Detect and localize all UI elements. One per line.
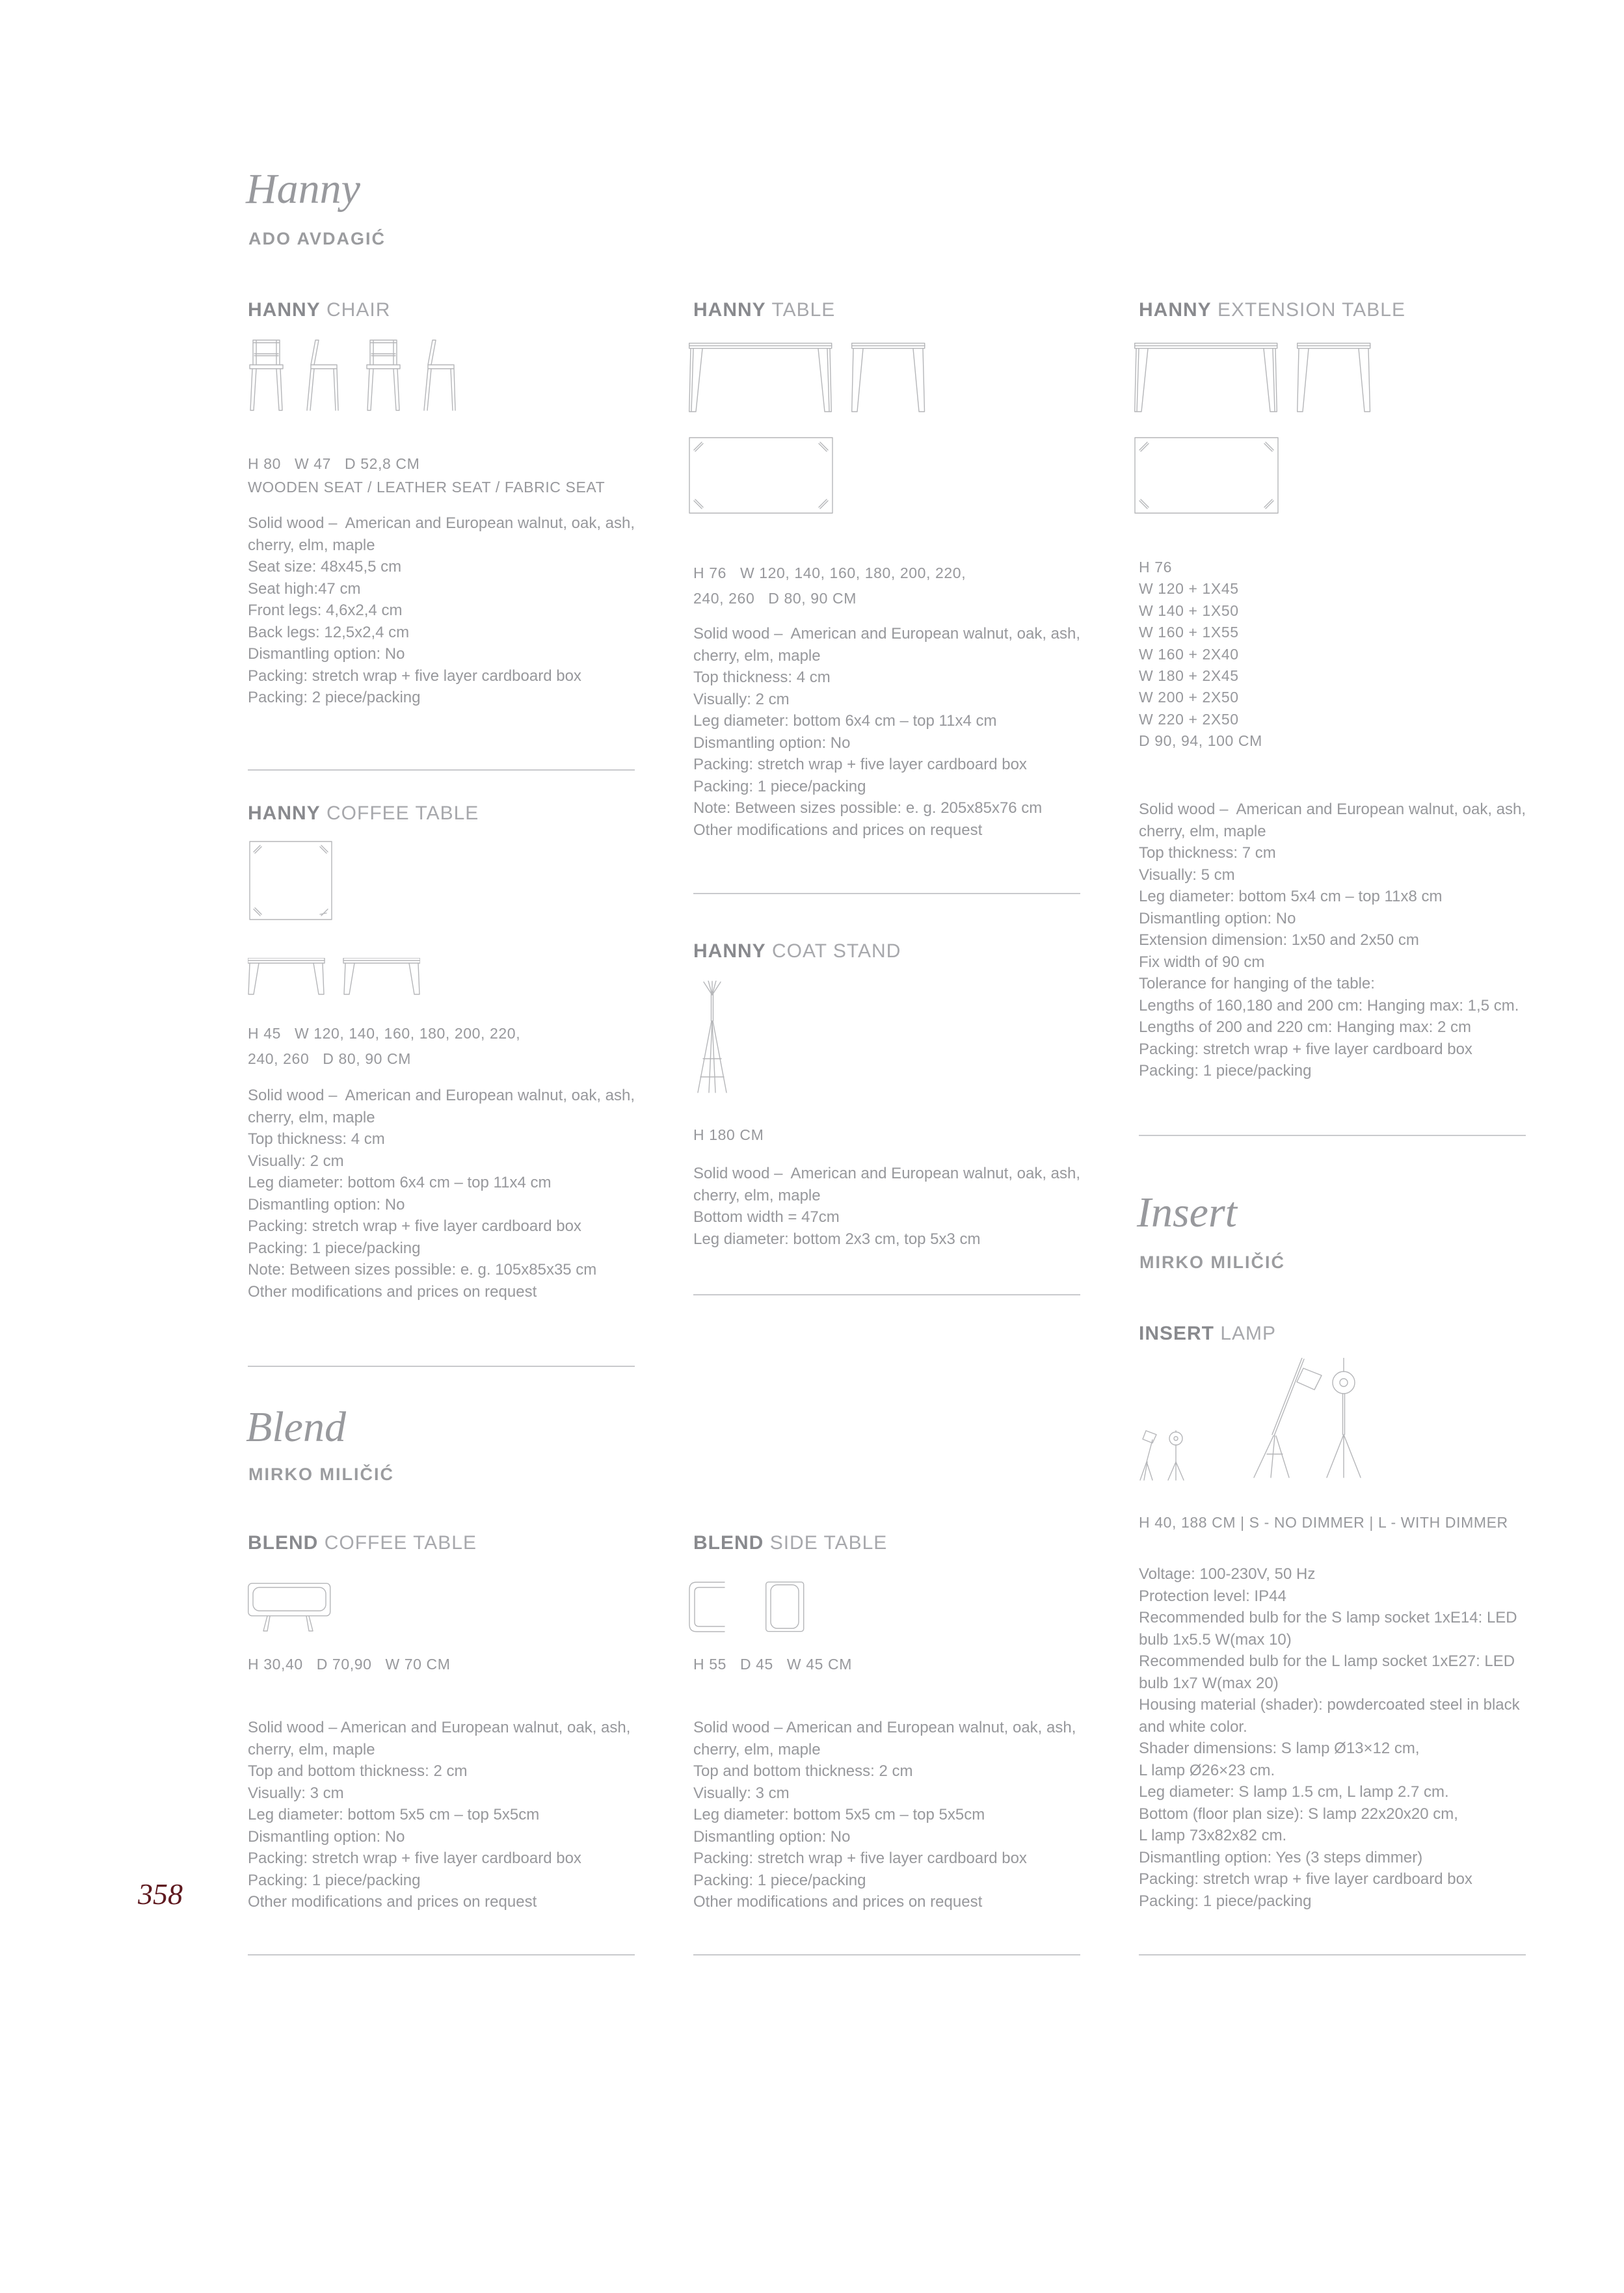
divider	[693, 1954, 1080, 1955]
chair-side-view-icon	[424, 340, 455, 410]
hanny-extension-table-top-view-icon	[1134, 437, 1279, 514]
hanny-chair-seat-options: WOODEN SEAT / LEATHER SEAT / FABRIC SEAT	[248, 479, 606, 496]
hanny-coffee-table-heading	[248, 802, 479, 825]
blend-side-table-drawing	[689, 1582, 806, 1632]
divider	[248, 1366, 635, 1367]
hanny-table-dimensions: H 76 W 120, 140, 160, 180, 200, 220, 240, 260 D 80, 90 CM	[693, 564, 966, 607]
divider	[248, 1954, 635, 1955]
hanny-coffee-table-dimensions: H 45 W 120, 140, 160, 180, 200, 220, 240, 260 D 80, 90 CM	[248, 1025, 521, 1067]
chair-side-view-icon	[307, 340, 338, 410]
s-lamp-side-view-icon	[1140, 1431, 1156, 1480]
table-front-view-icon	[689, 343, 832, 412]
hanny-table-top-view-icon	[689, 437, 833, 514]
hanny-table-specs: Solid wood – American and European walnut, oak, ash, cherry, elm, maple Top thickness: 4 cm Visually: 2 cm Leg diameter: bottom 6x4 cm – top 11x4 cm Dismantling option: No Packing: stretch wrap + five layer cardboard box Packing: 1 piece/packing Note: Between sizes possible: e. g. 205x85x76 cm Other modifications and prices on request	[693, 625, 1081, 839]
hanny-chair-heading	[248, 299, 390, 321]
hanny-chair-specs: Solid wood – American and European walnut, oak, ash, cherry, elm, maple Seat size: 48x45,5 cm Seat high:47 cm Front legs: 4,6x2,4 cm Back legs: 12,5x2,4 cm Dismantling option: No Packing: stretch wrap + five layer cardboard box Packing: 2 piece/packing	[248, 514, 635, 706]
insert-lamp-dimensions: H 40, 188 CM | S - NO DIMMER | L - WITH DIMMER	[1139, 1514, 1508, 1531]
blend-side-table-dimensions: H 55 D 45 W 45 CM	[693, 1656, 852, 1673]
side-table-front-view-icon	[766, 1582, 804, 1632]
divider	[1139, 1954, 1526, 1955]
hanny-section-title: Hanny	[246, 165, 360, 213]
insert-lamp-specs: Voltage: 100-230V, 50 Hz Protection level: IP44 Recommended bulb for the S lamp socket 1xE14: LED bulb 1x5.5 W(max 10) Recommended bulb for the L lamp socket 1xE27: LED bulb 1x7 W(max 20) Housing material (shader): powdercoated steel in black and white color. Shader dimensions: S lamp Ø13×12 cm, L lamp Ø26×23 cm. Leg diameter: S lamp 1.5 cm, L lamp 2.7 cm. Bottom (floor plan size): S lamp 22x20x20 cm, L lamp 73x82x82 cm. Dismantling option: Yes (3 steps dimmer) Packing: stretch wrap + five layer cardboard box Packing: 1 piece/packing	[1139, 1565, 1520, 1910]
divider	[693, 1294, 1080, 1295]
hanny-extension-table-heading-bold: HANNY	[1139, 299, 1212, 321]
hanny-table-heading-light: TABLE	[771, 299, 836, 321]
hanny-coffee-table-top-view-icon	[249, 841, 332, 920]
blend-coffee-table-heading-bold: BLEND	[248, 1532, 319, 1554]
hanny-extension-table-heading-light: EXTENSION TABLE	[1218, 299, 1405, 321]
blend-coffee-table-heading	[248, 1532, 477, 1554]
l-lamp-front-view-icon	[1327, 1358, 1361, 1478]
divider	[693, 893, 1080, 894]
hanny-chair-drawing	[248, 338, 488, 413]
hanny-coffee-table-heading-bold: HANNY	[248, 802, 321, 824]
chair-front-view-icon	[367, 340, 400, 410]
hanny-designer-name: ADO AVDAGIĆ	[248, 229, 386, 248]
hanny-chair-heading-bold: HANNY	[248, 299, 321, 321]
l-lamp-side-view-icon	[1254, 1358, 1322, 1478]
hanny-coat-stand-heading	[693, 940, 901, 962]
hanny-extension-table-elevations-icon	[1134, 343, 1372, 414]
hanny-coat-stand-heading-bold: HANNY	[693, 940, 766, 962]
insert-section-title: Insert	[1137, 1189, 1237, 1236]
page-number: 358	[138, 1877, 183, 1911]
chair-front-view-icon	[250, 340, 283, 410]
divider	[1139, 1135, 1526, 1136]
hanny-coat-stand-specs: Solid wood – American and European walnut, oak, ash, cherry, elm, maple Bottom width = 47cm Leg diameter: bottom 2x3 cm, top 5x3 cm	[693, 1165, 1081, 1248]
blend-section-title: Blend	[246, 1403, 346, 1451]
hanny-table-heading-bold: HANNY	[693, 299, 766, 321]
insert-lamp-heading	[1139, 1323, 1276, 1345]
insert-lamp-heading-light: LAMP	[1220, 1323, 1277, 1344]
blend-coffee-table-specs: Solid wood – American and European walnut, oak, ash, cherry, elm, maple Top and bottom thickness: 2 cm Visually: 3 cm Leg diameter: bottom 5x5 cm – top 5x5cm Dismantling option: No Packing: stretch wrap + five layer cardboard box Packing: 1 piece/packing Other modifications and prices on request	[248, 1719, 631, 1911]
hanny-coat-stand-drawing	[692, 981, 732, 1094]
table-front-view-icon	[1135, 343, 1277, 412]
blend-side-table-heading	[693, 1532, 887, 1554]
hanny-coffee-table-specs: Solid wood – American and European walnut, oak, ash, cherry, elm, maple Top thickness: 4 cm Visually: 2 cm Leg diameter: bottom 6x4 cm – top 11x4 cm Dismantling option: No Packing: stretch wrap + five layer cardboard box Packing: 1 piece/packing Note: Between sizes possible: e. g. 105x85x35 cm Other modifications and prices on request	[248, 1087, 635, 1301]
insert-designer-name: MIRKO MILIČIĆ	[1139, 1253, 1285, 1272]
table-side-view-icon	[852, 343, 925, 412]
blend-coffee-table-dimensions: H 30,40 D 70,90 W 70 CM	[248, 1656, 451, 1673]
table-side-view-icon	[1298, 343, 1370, 412]
hanny-coat-stand-dimensions: H 180 CM	[693, 1126, 764, 1143]
hanny-coat-stand-heading-light: COAT STAND	[772, 940, 901, 962]
hanny-coffee-table-front-views-icon	[248, 958, 420, 996]
hanny-table-heading	[693, 299, 835, 321]
blend-coffee-table-drawing	[248, 1583, 331, 1632]
blend-side-table-specs: Solid wood – American and European walnut, oak, ash, cherry, elm, maple Top and bottom thickness: 2 cm Visually: 3 cm Leg diameter: bottom 5x5 cm – top 5x5cm Dismantling option: No Packing: stretch wrap + five layer cardboard box Packing: 1 piece/packing Other modifications and prices on request	[693, 1719, 1076, 1911]
blend-coffee-table-heading-light: COFFEE TABLE	[324, 1532, 477, 1554]
side-table-side-view-icon	[689, 1582, 725, 1632]
s-lamp-front-view-icon	[1168, 1431, 1184, 1480]
divider	[248, 769, 635, 771]
blend-side-table-heading-light: SIDE TABLE	[769, 1532, 888, 1554]
hanny-extension-table-heading	[1139, 299, 1405, 321]
blend-side-table-heading-bold: BLEND	[693, 1532, 764, 1554]
insert-lamp-drawing	[1137, 1358, 1371, 1481]
hanny-coffee-table-heading-light: COFFEE TABLE	[326, 802, 479, 824]
hanny-extension-table-dimensions: H 76 W 120 + 1X45 W 140 + 1X50 W 160 + 1X55 W 160 + 2X40 W 180 + 2X45 W 200 + 2X50 W 220 + 2X50 D 90, 94, 100 CM	[1139, 559, 1262, 750]
hanny-chair-heading-light: CHAIR	[326, 299, 391, 321]
blend-designer-name: MIRKO MILIČIĆ	[248, 1465, 394, 1484]
insert-lamp-heading-bold: INSERT	[1139, 1323, 1215, 1344]
hanny-table-elevations-icon	[689, 343, 926, 414]
hanny-chair-dimensions: H 80 W 47 D 52,8 CM	[248, 455, 420, 472]
hanny-extension-table-specs: Solid wood – American and European walnut, oak, ash, cherry, elm, maple Top thickness: 7 cm Visually: 5 cm Leg diameter: bottom 5x4 cm – top 11x8 cm Dismantling option: No Extension dimension: 1x50 and 2x50 cm Fix width of 90 cm Tolerance for hanging of the table: Lengths of 160,180 and 200 cm: Hanging max: 1,5 cm. Lengths of 200 and 220 cm: Hanging max: 2 cm Packing: stretch wrap + five layer cardboard box Packing: 1 piece/packing	[1139, 801, 1526, 1080]
